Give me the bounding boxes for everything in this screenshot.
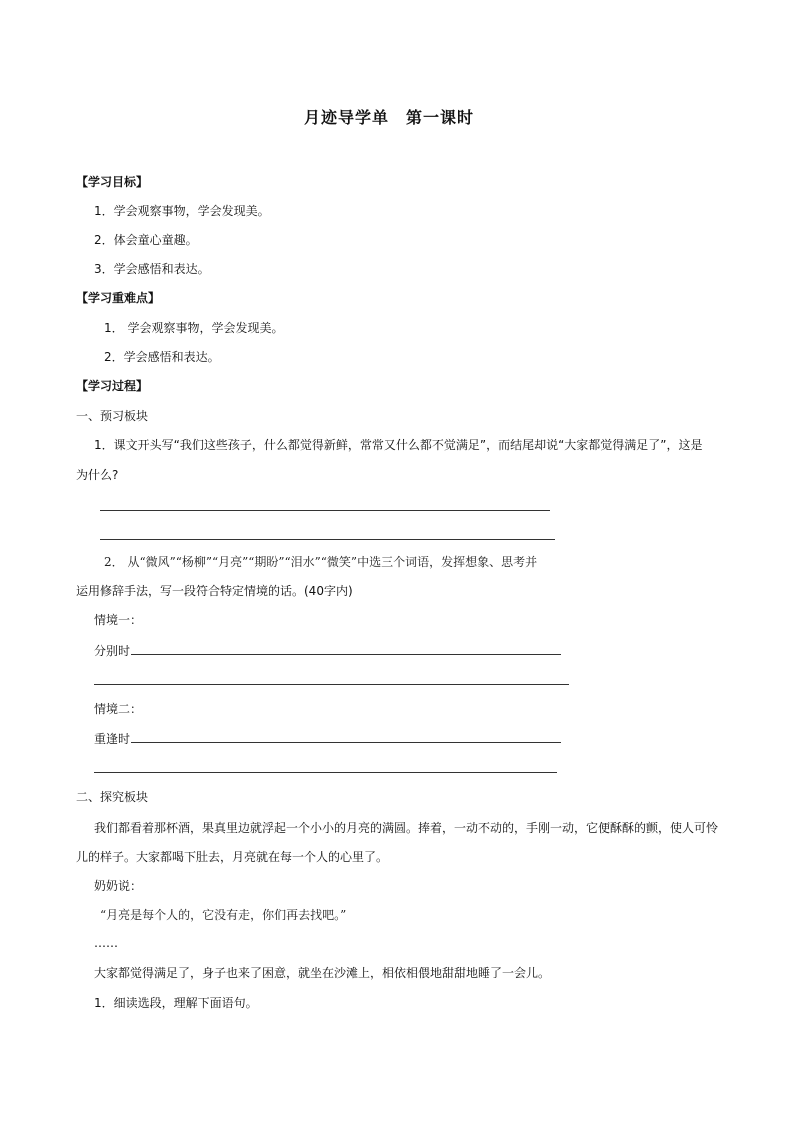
scene-1-label: 情境一： [94,613,143,627]
key-point-item: 2．学会感悟和表达。 [104,350,220,364]
preview-question-1: 1．课文开头写“我们这些孩子，什么都觉得新鲜，常常又什么都不觉满足”，而结尾却说“大家都觉得满足了”，这是 [94,438,703,452]
excerpt-grandma: 奶奶说： [94,879,143,893]
answer-line[interactable] [100,510,550,511]
answer-line[interactable] [100,539,555,540]
preview-question-2-cont: 运用修辞手法，写一段符合特定情境的话。(40字内) [76,584,353,598]
key-points-heading: 【学习重难点】 [76,291,161,305]
key-point-item: 1． 学会观察事物，学会发现美。 [104,321,284,335]
scene-2-prompt-text: 重逢时 [94,732,131,746]
answer-line[interactable] [94,772,557,773]
explore-heading: 二、探究板块 [76,790,149,804]
excerpt-quote: “月亮是每个人的，它没有走，你们再去找吧。” [100,908,347,922]
answer-line[interactable] [131,742,561,743]
objectives-heading: 【学习目标】 [76,175,149,189]
objective-item: 1．学会观察事物，学会发现美。 [94,204,270,218]
scene-2-label: 情境二： [94,702,143,716]
excerpt-ellipsis: …… [94,936,118,950]
excerpt-paragraph: 我们都看着那杯酒，果真里边就浮起一个小小的月亮的满圆。捧着，一动不动的，手刚一动，它便酥酥的颤，使人可怜 [94,821,719,835]
objective-item: 2．体会童心童趣。 [94,233,198,247]
excerpt-paragraph-2: 大家都觉得满足了，身子也来了困意，就坐在沙滩上，相依相偎地甜甜地睡了一会儿。 [94,966,551,980]
objective-item: 3．学会感悟和表达。 [94,262,210,276]
scene-1-prompt-text: 分别时 [94,644,131,658]
preview-heading: 一、预习板块 [76,409,149,423]
explore-question-1: 1．细读选段，理解下面语句。 [94,996,258,1010]
scene-1-prompt [94,643,561,659]
excerpt-paragraph-cont: 儿的样子。大家都喝下肚去，月亮就在每一个人的心里了。 [76,850,389,864]
scene-2-prompt [94,731,561,747]
process-heading: 【学习过程】 [76,379,149,393]
preview-question-1-cont: 为什么? [76,468,119,482]
answer-line[interactable] [131,654,561,655]
page-title: 月迹导学单 第一课时 [304,108,475,127]
preview-question-2: 2． 从“微风”“杨柳”“月亮”“期盼”“泪水”“微笑”中选三个词语，发挥想象、思考并 [104,555,538,569]
answer-line[interactable] [94,684,569,685]
